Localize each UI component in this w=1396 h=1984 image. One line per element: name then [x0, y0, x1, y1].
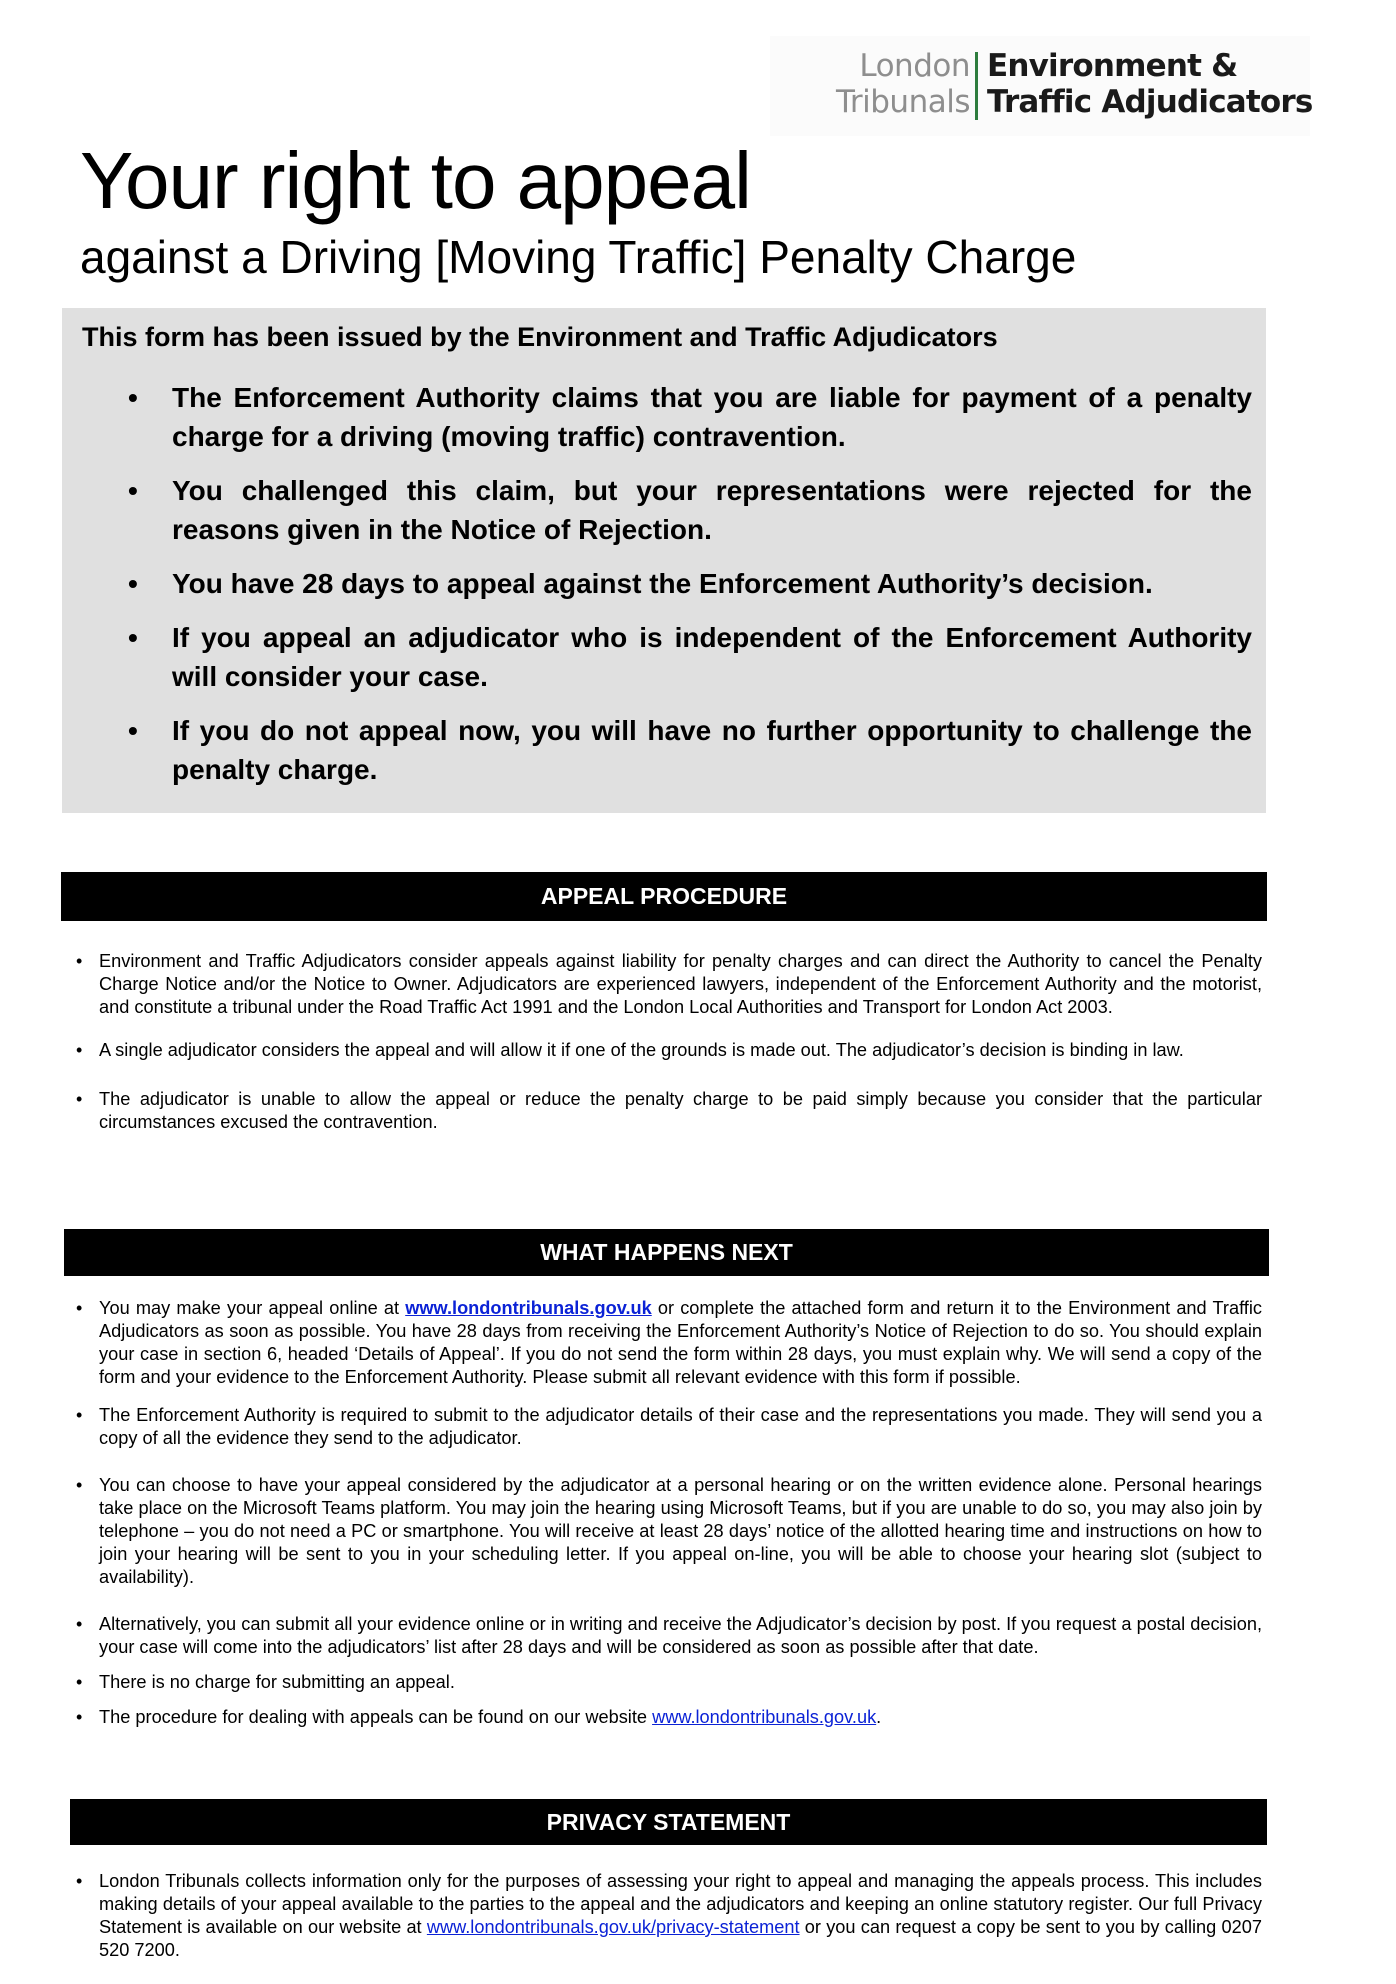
intro-item-text: The Enforcement Authority claims that you are liable for payment of a penalty charge for a driving (moving traffic) contravention.: [172, 382, 1252, 452]
list-item: [76, 1671, 1262, 1694]
logo-london-tribunals: [836, 48, 970, 120]
list-item-text: The adjudicator is unable to allow the appeal or reduce the penalty charge to be paid simply because you consider that the particular circumstances excused the contravention.: [99, 1089, 1262, 1132]
privacy-statement-link[interactable]: www.londontribunals.gov.uk/privacy-statement: [426, 1917, 800, 1937]
list-item: [76, 950, 1262, 1019]
logo-divider: [975, 52, 978, 120]
section-header-appeal-procedure: APPEAL PROCEDURE: [61, 872, 1267, 921]
list-item-text: .: [876, 1707, 882, 1727]
intro-item: [62, 471, 1252, 549]
list-item: [76, 1706, 1262, 1729]
list-item-text: You can choose to have your appeal considered by the adjudicator at a personal hearing or on the written evidence alone. Personal hearings take place on the Microsoft Teams platform. You may join the hearing using Microsoft Teams, but if you are unable to do so, you may also join by telephone – you do not need a PC or smartphone. You will receive at least 28 days’ notice of the allotted hearing time and instructions on how to join your hearing will be sent to you in your scheduling letter. If you appeal on-line, you will be able to choose your hearing slot (subject to availability).: [99, 1475, 1262, 1587]
bullet-icon: •: [76, 1405, 83, 1425]
list-item-text: Environment and Traffic Adjudicators consider appeals against liability for penalty charges and can direct the Authority to cancel the Penalty Charge Notice and/or the Notice to Owner. Adjudicators are experienced lawyers, independent of the Enforcement Authority and the motorist, and constitute a tribunal under the Road Traffic Act 1991 and the London Local Authorities and Transport for London Act 2003.: [99, 951, 1262, 1017]
list-item: [76, 1404, 1262, 1450]
logo-text-line: Environment &: [987, 48, 1238, 84]
intro-item-text: You have 28 days to appeal against the Enforcement Authority’s decision.: [172, 568, 1153, 599]
privacy-list: [76, 1870, 1262, 1962]
bullet-icon: •: [128, 475, 138, 506]
appeal-procedure-list: [76, 950, 1262, 1134]
section-header-what-happens-next: WHAT HAPPENS NEXT: [64, 1229, 1269, 1276]
bullet-icon: •: [76, 1672, 83, 1692]
bullet-icon: •: [128, 622, 138, 653]
list-item: [76, 1613, 1262, 1659]
bullet-icon: •: [76, 1707, 83, 1727]
list-item-text: or you can request a copy be sent to you by calling 0207 520 7200.: [99, 1917, 1262, 1960]
list-item-text: or complete the attached form and return it to the Environment and Traffic Adjudicators as soon as possible. You have 28 days from receiving the Enforcement Authority’s Notice of Rejection to do so. You should explain your case in section 6, headed ‘Details of Appeal’. If you do not send the form within 28 days, you must explain why. We will send a copy of the form and your evidence to the Enforcement Authority. Please submit all relevant evidence with this form if possible.: [99, 1298, 1262, 1387]
logo-text-line: Tribunals: [836, 84, 970, 120]
intro-item: [62, 378, 1252, 456]
list-item-text: You may make your appeal online at: [99, 1298, 406, 1318]
logo-text-line: Traffic Adjudicators: [987, 84, 1313, 120]
intro-box: [62, 308, 1266, 813]
bullet-icon: •: [76, 1614, 83, 1634]
list-item: [76, 1474, 1262, 1589]
bullet-icon: •: [128, 568, 138, 599]
intro-item: [62, 618, 1252, 696]
intro-item-text: If you appeal an adjudicator who is independent of the Enforcement Authority will consider your case.: [172, 622, 1252, 692]
website-link[interactable]: www.londontribunals.gov.uk: [652, 1707, 877, 1727]
list-item-text: The Enforcement Authority is required to submit to the adjudicator details of their case and the representations you made. They will send you a copy of all the evidence they send to the adjudicator.: [99, 1405, 1262, 1448]
list-item: [76, 1039, 1262, 1062]
list-item: [76, 1088, 1262, 1134]
list-item-text: There is no charge for submitting an appeal.: [99, 1672, 455, 1692]
bullet-icon: •: [76, 1475, 83, 1495]
intro-heading: This form has been issued by the Environment and Traffic Adjudicators: [82, 322, 998, 352]
intro-item-text: You challenged this claim, but your representations were rejected for the reasons given in the Notice of Rejection.: [172, 475, 1252, 545]
list-item-text: London Tribunals collects information only for the purposes of assessing your right to appeal and managing the appeals process. This includes making details of your appeal available to the parties to the appeal and the adjudicators and keeping an online statutory register. Our full Privacy Statement is available on our website at: [99, 1871, 1262, 1937]
bullet-icon: •: [76, 951, 83, 971]
bullet-icon: •: [128, 715, 138, 746]
intro-item: [62, 711, 1252, 789]
logo: [770, 36, 1313, 136]
what-happens-next-list: [76, 1297, 1262, 1729]
section-header-privacy-statement: PRIVACY STATEMENT: [70, 1799, 1267, 1845]
list-item-text: The procedure for dealing with appeals can be found on our website: [99, 1707, 653, 1727]
page-subtitle: against a Driving [Moving Traffic] Penalty Charge: [80, 231, 1077, 283]
bullet-icon: •: [128, 382, 138, 413]
list-item: [76, 1297, 1262, 1389]
page-title: Your right to appeal: [80, 136, 751, 225]
list-item-text: A single adjudicator considers the appeal and will allow it if one of the grounds is made out. The adjudicator’s decision is binding in law.: [99, 1040, 1184, 1060]
intro-item-text: If you do not appeal now, you will have no further opportunity to challenge the penalty charge.: [172, 715, 1252, 785]
logo-eta: [987, 48, 1313, 120]
bullet-icon: •: [76, 1871, 83, 1891]
bullet-icon: •: [76, 1040, 83, 1060]
bullet-icon: •: [76, 1089, 83, 1109]
list-item: [76, 1870, 1262, 1962]
intro-list: [62, 378, 1252, 804]
intro-item: [62, 564, 1252, 603]
list-item-text: Alternatively, you can submit all your evidence online or in writing and receive the Adjudicator’s decision by post. If you request a postal decision, your case will come into the adjudicators’ list after 28 days and will be considered as soon as possible after that date.: [99, 1614, 1262, 1657]
logo-text-line: London: [859, 48, 970, 84]
bullet-icon: •: [76, 1298, 83, 1318]
londontribunals-link[interactable]: www.londontribunals.gov.uk: [405, 1298, 652, 1318]
